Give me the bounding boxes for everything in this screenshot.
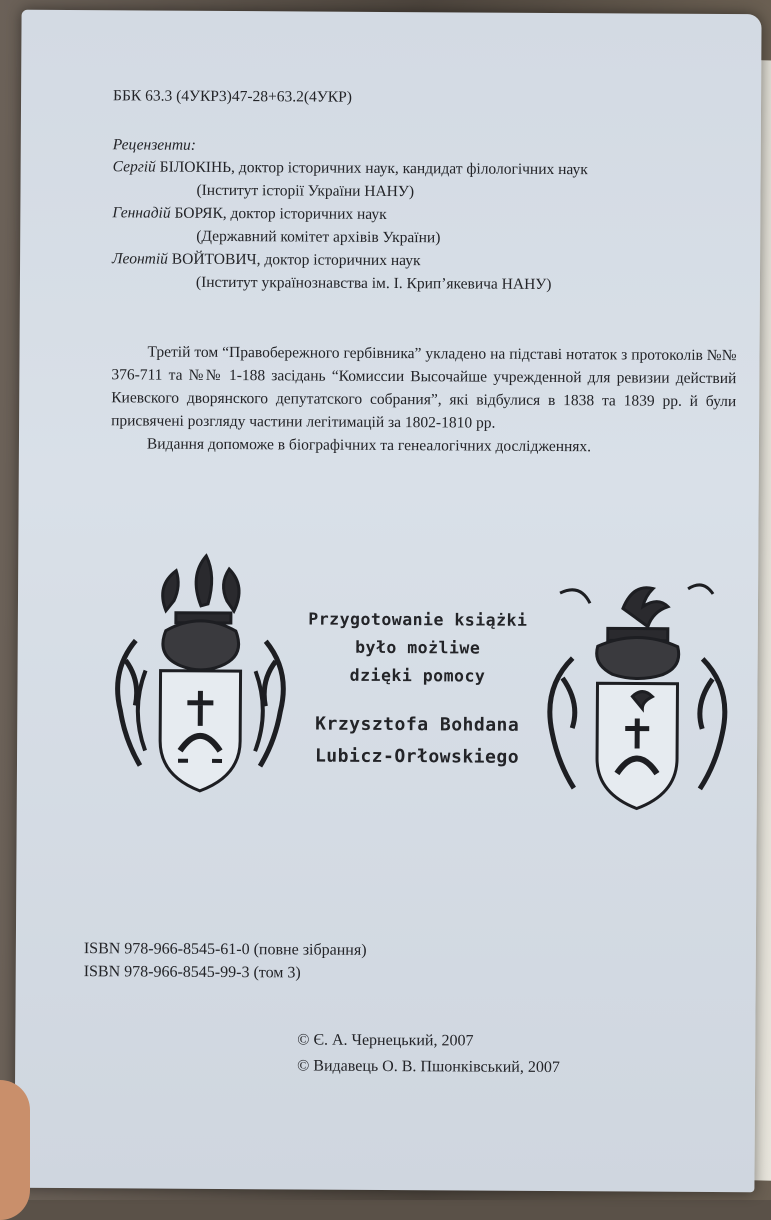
reviewer-1 <box>113 159 588 177</box>
reviewer-3-affiliation: (Інститут українознавства ім. І. Крип’якевича НАНУ) <box>195 273 552 293</box>
reviewer-2-degree: , доктор історичних наук <box>222 204 387 223</box>
reviewer-1-surname: БІЛОКІНЬ <box>159 158 232 177</box>
thumb <box>0 1080 30 1220</box>
sponsor-line-5: Lubicz-Orłowskiego <box>314 745 520 768</box>
reviewer-2 <box>112 205 386 222</box>
reviewer-3 <box>112 251 421 268</box>
sponsor-line-3: dzięki pomocy <box>349 665 486 686</box>
isbn-1: ISBN 978-966-8545-61-0 (повне зібрання) <box>83 940 367 959</box>
reviewer-1-name: Сергій <box>112 158 156 176</box>
reviewer-2-name: Геннадій <box>112 204 171 222</box>
left-coat-of-arms-icon <box>105 550 297 801</box>
reviewer-1-affiliation: (Інститут історії України НАНУ) <box>196 181 415 201</box>
reviewer-2-affiliation: (Державний комітет архівів України) <box>196 227 441 247</box>
sponsor-line-1: Przygotowanie książki <box>308 609 528 630</box>
annotation-paragraph-2: Видання допоможе в біографічних та генеалогічних дослідженнях. <box>146 435 592 456</box>
reviewers-heading: Рецензенти: <box>112 136 197 154</box>
reviewer-3-degree: , доктор історичних наук <box>256 251 421 270</box>
bbk-code: ББК 63.3 (4УКР3)47-28+63.2(4УКР) <box>113 87 352 106</box>
sponsor-line-4: Krzysztofa Bohdana <box>315 713 520 736</box>
copyright-publisher: © Видавець О. В. Пшонківський, 2007 <box>297 1057 560 1077</box>
sponsor-line-2: było możliwe <box>355 637 481 658</box>
reviewer-1-degree: , доктор історичних наук, кандидат філологічних наук <box>231 159 588 179</box>
book-page <box>14 10 761 1192</box>
reviewer-3-surname: ВОЙТОВИЧ <box>171 250 257 269</box>
reviewer-3-name: Леонтій <box>112 250 169 268</box>
annotation-paragraph-1: Третій том “Правобережного гербівника” укладено на підставі нотаток з протоколів №№ 376-711 та №№ 1-188 засідань “Комиссии Высочайше учрежденной для ревизии действий Киевского дворянского депутатского собрания”, які відбулися в 1838 та 1839 рр. й були присвячені розгляду частини легітимацій за 1802-1810 рр. <box>111 343 737 432</box>
copyright-author: © Є. А. Чернецький, 2007 <box>297 1031 474 1050</box>
annotation <box>111 340 737 459</box>
reviewer-2-surname: БОРЯК <box>174 204 223 222</box>
right-coat-of-arms-icon <box>537 568 739 824</box>
isbn-2: ISBN 978-966-8545-99-3 (том 3) <box>83 963 301 982</box>
